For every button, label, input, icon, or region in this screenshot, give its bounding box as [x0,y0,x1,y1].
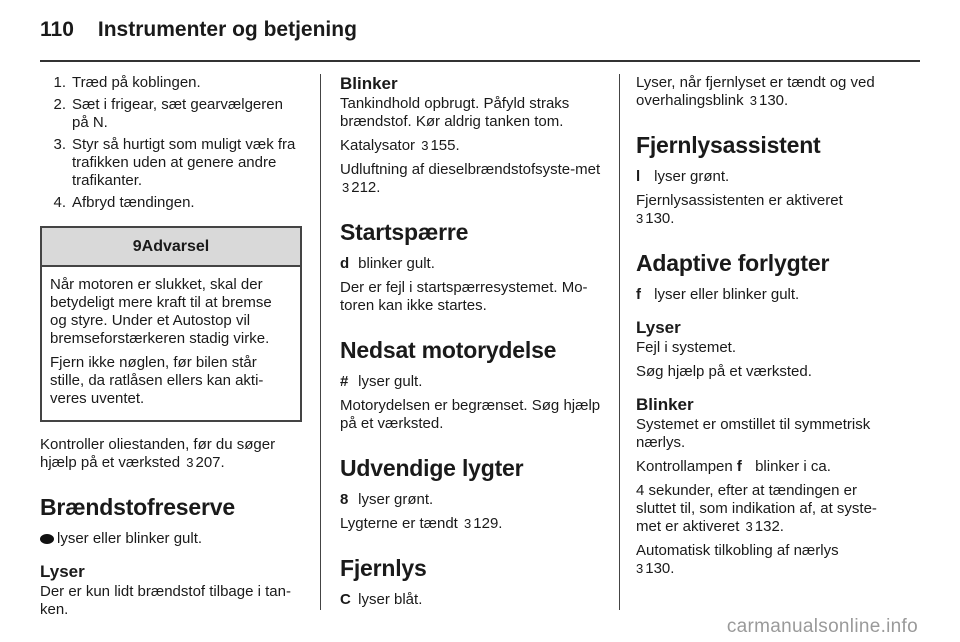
section-title: Nedsat motorydelse [340,337,557,363]
warning-text: Når motoren er slukket, skal der betydeligt mere kraft til at bremse og styre. Under et Autostop vil bremseforstærkeren stadig virke. [50,276,272,347]
steps-list [40,74,302,212]
xref-icon: 3 [342,180,350,195]
body-text: Motorydelsen er begrænset. Søg hjælp på et værksted. [340,397,601,432]
xref-icon: 3 [636,561,644,576]
adaptive-light-icon: f [736,458,742,475]
column-divider [619,74,620,610]
body-text: Fejl i systemet. [636,339,737,356]
column-right [636,74,900,584]
fuel-indicator-icon [40,534,54,544]
activation-text: 4 sekunder, efter at tændingen er sluttet til, som indikation af, at syste-met er aktiveret 3 132. [636,482,877,535]
section-title: Fjernlys [340,555,427,581]
high-beam-icon: C [340,591,351,608]
high-beam-assist-indicator-text: l lyser grønt. [636,168,730,185]
xref-icon: 3 [749,93,757,108]
list-item: 3. Styr så hurtigt som muligt væk fra trafikken uden at genere andre trafikanter. [53,136,296,189]
fuel-indicator-text: lyser eller blinker gult. [40,530,302,548]
column-middle [340,74,602,615]
oil-check-text: Kontroller oliestanden, før du søger hjælp på et værksted 3 207. [40,436,276,471]
high-beam-indicator-text: C lyser blåt. [340,591,423,608]
body-text: Der er fejl i startspærresystemet. Mo-toren kan ikke startes. [340,279,588,314]
watermark: carmanualsonline.info [726,616,918,637]
high-beam-assist-text: Fjernlysassistenten er aktiveret 3 130. [636,192,843,227]
exterior-light-indicator-text: 8 lyser grønt. [340,491,434,508]
warning-title: Advarsel [141,238,210,255]
xref-icon: 3 [464,516,472,531]
page-header [40,14,920,46]
immobiliser-icon: d [340,255,350,272]
body-text: Tankindhold opbrugt. Påfyld straks brændstof. Kør aldrig tanken tom. [340,95,570,130]
xref-icon: 3 [421,138,429,153]
warning-body [42,267,300,420]
warning-box [40,226,302,422]
list-item: 2. Sæt i frigear, sæt gearvælgeren på N. [53,96,283,131]
section-title: Startspærre [340,219,469,245]
body-text: Systemet er omstillet til symmetrisk nærlys. [636,416,871,451]
header-rule [40,60,920,62]
page-title: Instrumenter og betjening [97,18,357,41]
body-text: Søg hjælp på et værksted. [636,363,812,380]
subsection-title: Blinker [340,74,398,93]
power-indicator-text: # lyser gult. [340,373,423,390]
high-beam-assist-icon: l [636,168,641,185]
indicator-lamp-text: Kontrollampen f blinker i ca. [636,458,831,475]
auto-light-text: Automatisk tilkobling af nærlys 3 130. [636,542,839,577]
section-title: Udvendige lygter [340,455,524,481]
warning-text: Fjern ikke nøglen, før bilen står stille, da ratlåsen ellers kan akti-veres uventet. [50,354,264,407]
section-title: Brændstofreserve [40,494,235,520]
list-item: 1. Træd på koblingen. [53,74,201,91]
subsection-title: Lyser [636,318,681,337]
catalyst-text: Katalysator 3 155. [340,137,460,154]
subsection-title: Blinker [636,395,694,414]
engine-power-icon: # [340,373,349,390]
subsection-title: Lyser [40,562,85,581]
exterior-light-icon: 8 [340,491,349,508]
warning-icon: 9 [132,238,142,255]
xref-icon: 3 [636,211,644,226]
page-number: 110 [40,18,74,41]
body-text: Der er kun lidt brændstof tilbage i tan-ken. [40,583,291,618]
diesel-text: Udluftning af dieselbrændstofsyste-met 3 212. [340,161,601,196]
column-left [40,74,302,625]
immobiliser-indicator-text: d blinker gult. [340,255,435,272]
section-title: Adaptive forlygter [636,250,830,276]
warning-header [42,228,300,267]
column-divider [320,74,321,610]
afl-indicator-text: f lyser eller blinker gult. [636,286,800,303]
xref-icon: 3 [745,519,753,534]
high-beam-text: Lyser, når fjernlyset er tændt og ved overhalingsblink 3 130. [636,74,875,109]
exterior-light-text: Lygterne er tændt 3 129. [340,515,503,532]
section-title: Fjernlysassistent [636,132,821,158]
adaptive-light-icon: f [636,286,641,303]
list-item: 4. Afbryd tændingen. [53,194,195,211]
xref-icon: 3 [186,455,194,470]
